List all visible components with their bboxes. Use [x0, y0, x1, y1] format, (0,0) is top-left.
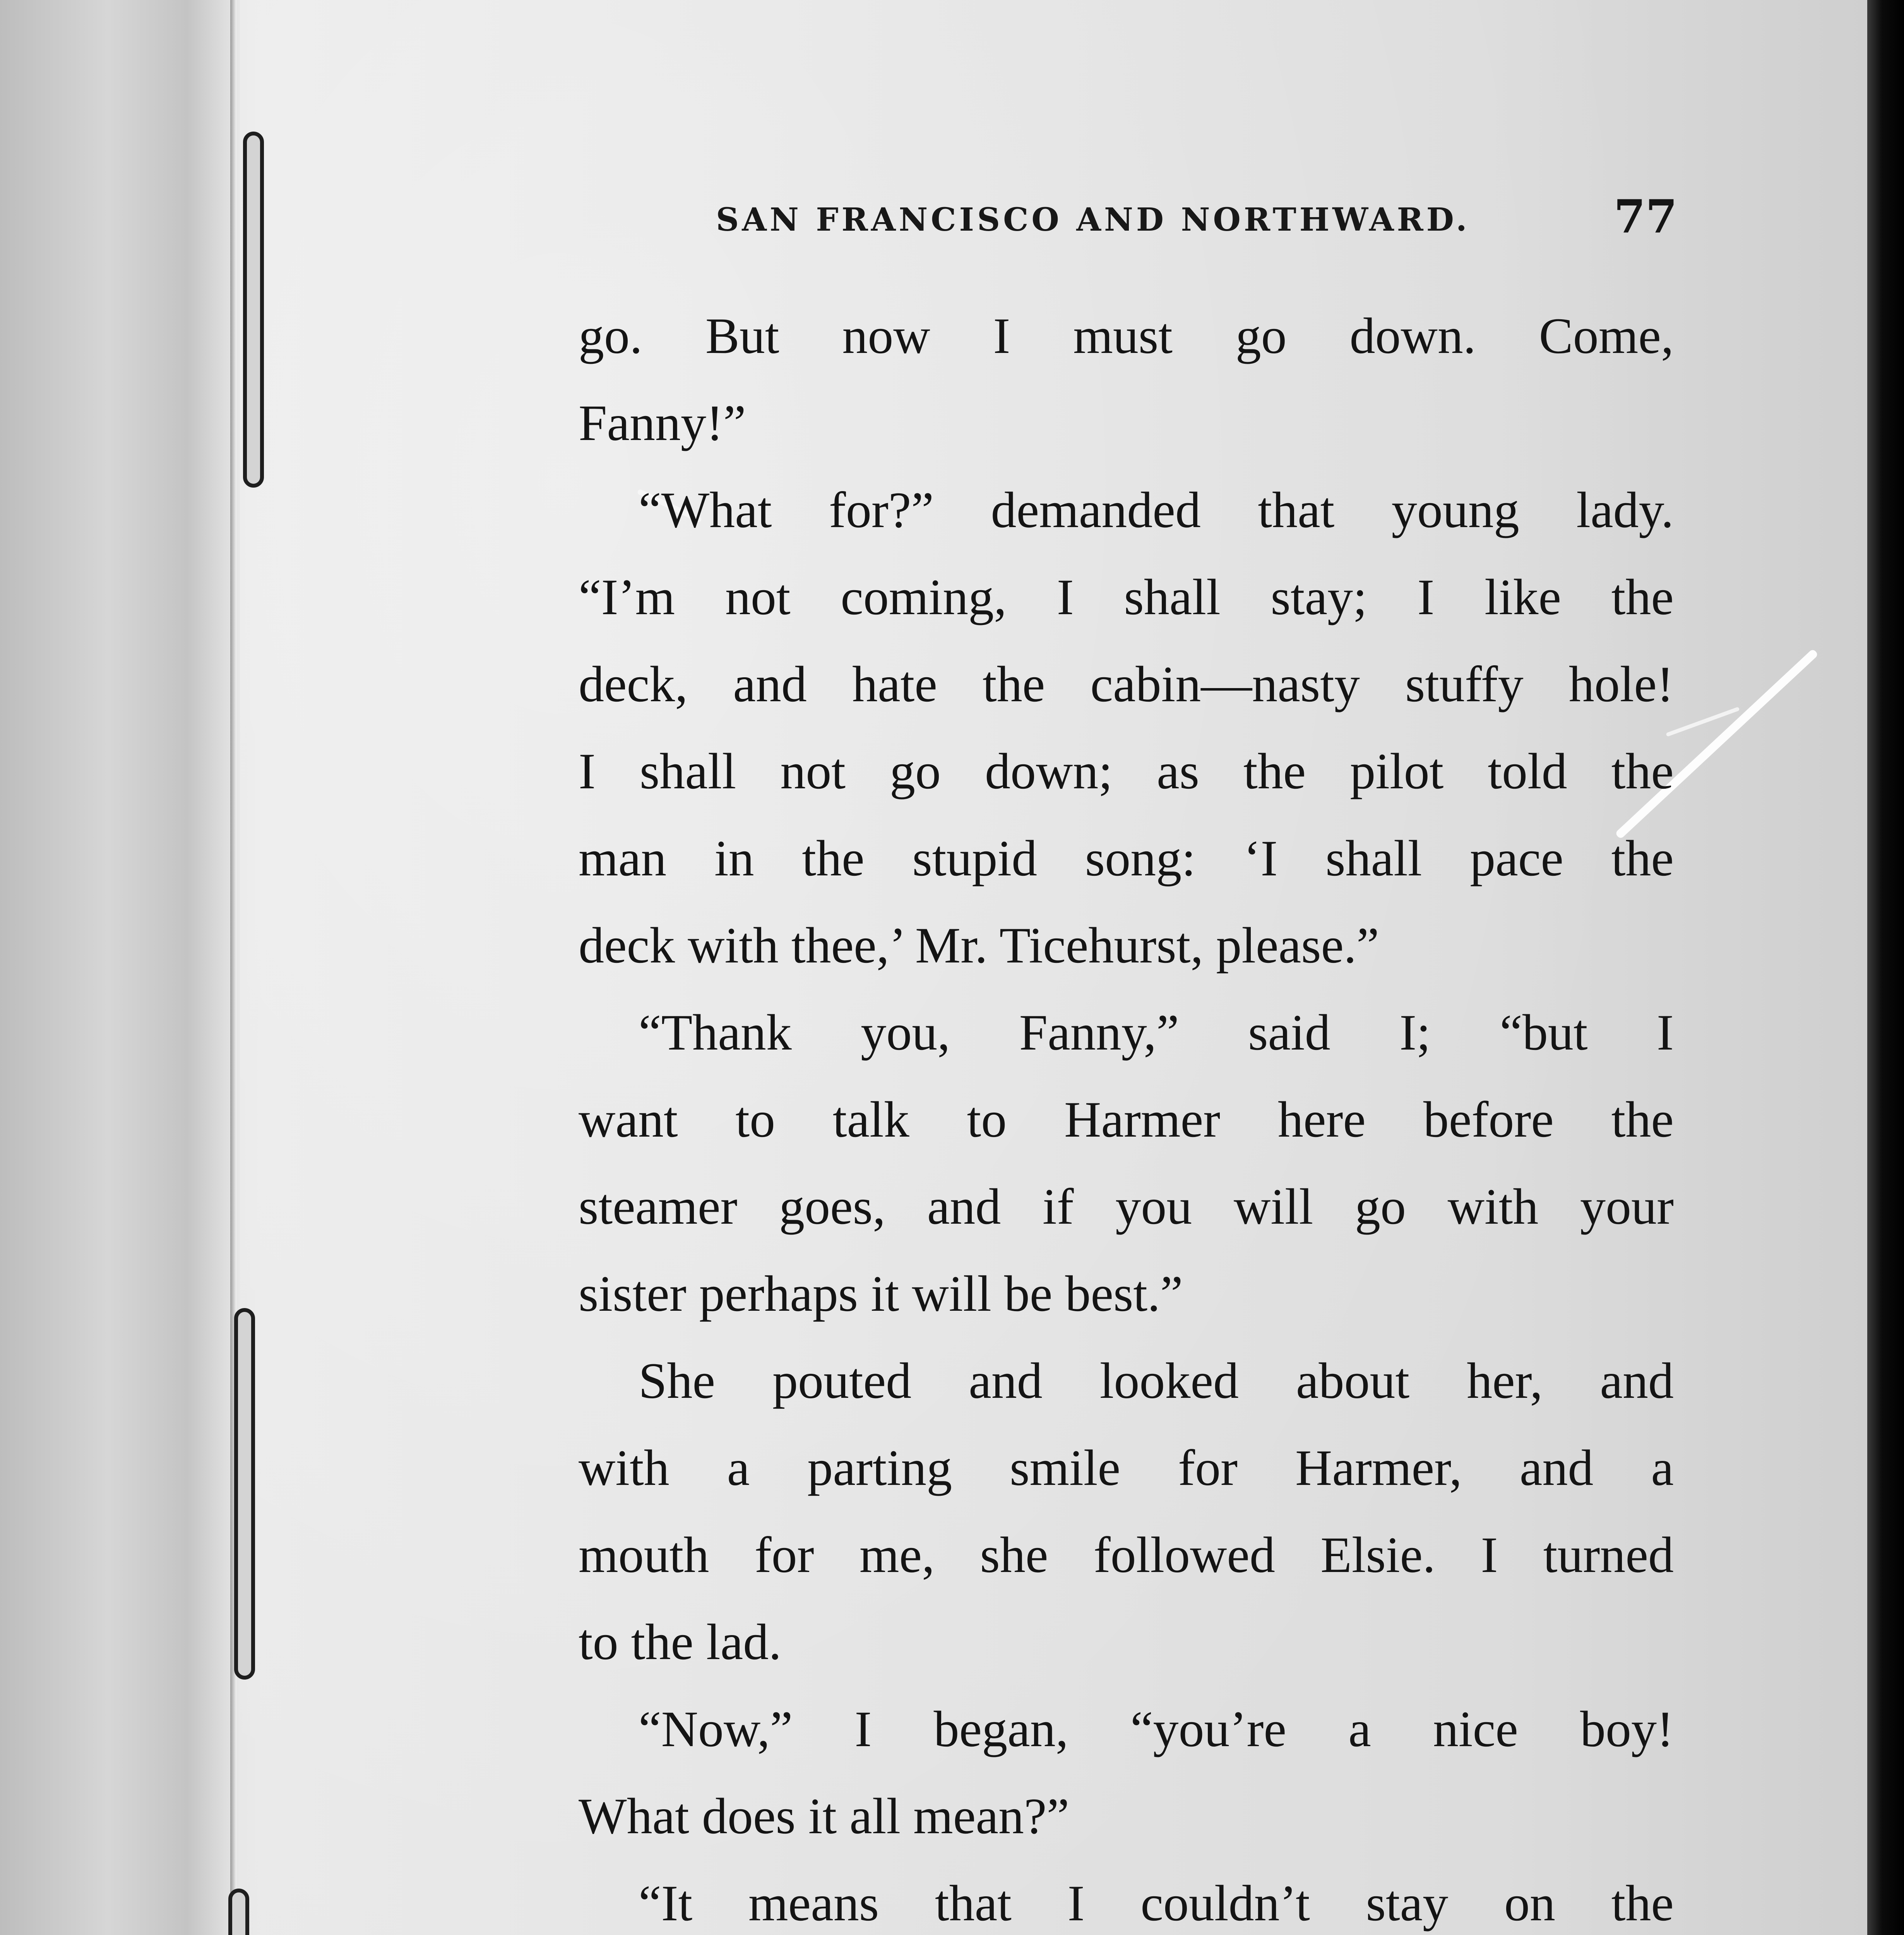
text-line: to the lad.: [579, 1613, 782, 1670]
binding-stitch: [234, 1308, 255, 1680]
text-line: deck, and hate the cabin—nasty stuffy hole!: [579, 656, 1674, 712]
text-line: “What for?” demanded that young lady.: [639, 481, 1674, 538]
text-line: man in the stupid song: ‘I shall pace the: [579, 830, 1674, 887]
text-line: go. But now I must go down. Come,: [579, 307, 1674, 364]
text-line: I shall not go down; as the pilot told the: [579, 743, 1674, 800]
text-line: What does it all mean?”: [579, 1788, 1070, 1844]
text-line: “Thank you, Fanny,” said I; “but I: [639, 1004, 1674, 1061]
text-line: want to talk to Harmer here before the: [579, 1091, 1674, 1148]
text-line: “Now,” I began, “you’re a nice boy!: [639, 1700, 1674, 1757]
text-line: with a parting smile for Harmer, and a: [579, 1439, 1674, 1496]
text-line: mouth for me, she followed Elsie. I turned: [579, 1526, 1674, 1583]
body-text: [579, 292, 1674, 1935]
binding-stitch: [243, 132, 264, 488]
text-line: sister perhaps it will be best.”: [579, 1265, 1183, 1322]
page-number: 77: [1614, 190, 1678, 243]
page-gutter: [0, 0, 240, 1935]
text-line: deck with thee,’ Mr. Ticehurst, please.”: [579, 917, 1379, 974]
text-line: steamer goes, and if you will go with your: [579, 1178, 1674, 1235]
text-line: Fanny!”: [579, 394, 746, 451]
text-line: “I’m not coming, I shall stay; I like the: [579, 569, 1674, 625]
page-right-shadow: [1867, 0, 1904, 1935]
text-line: She pouted and looked about her, and: [639, 1352, 1674, 1409]
text-line: “It means that I couldn’t stay on the: [639, 1875, 1674, 1932]
running-head: SAN FRANCISCO AND NORTHWARD.: [716, 201, 1470, 238]
binding-stitch: [228, 1889, 249, 1935]
